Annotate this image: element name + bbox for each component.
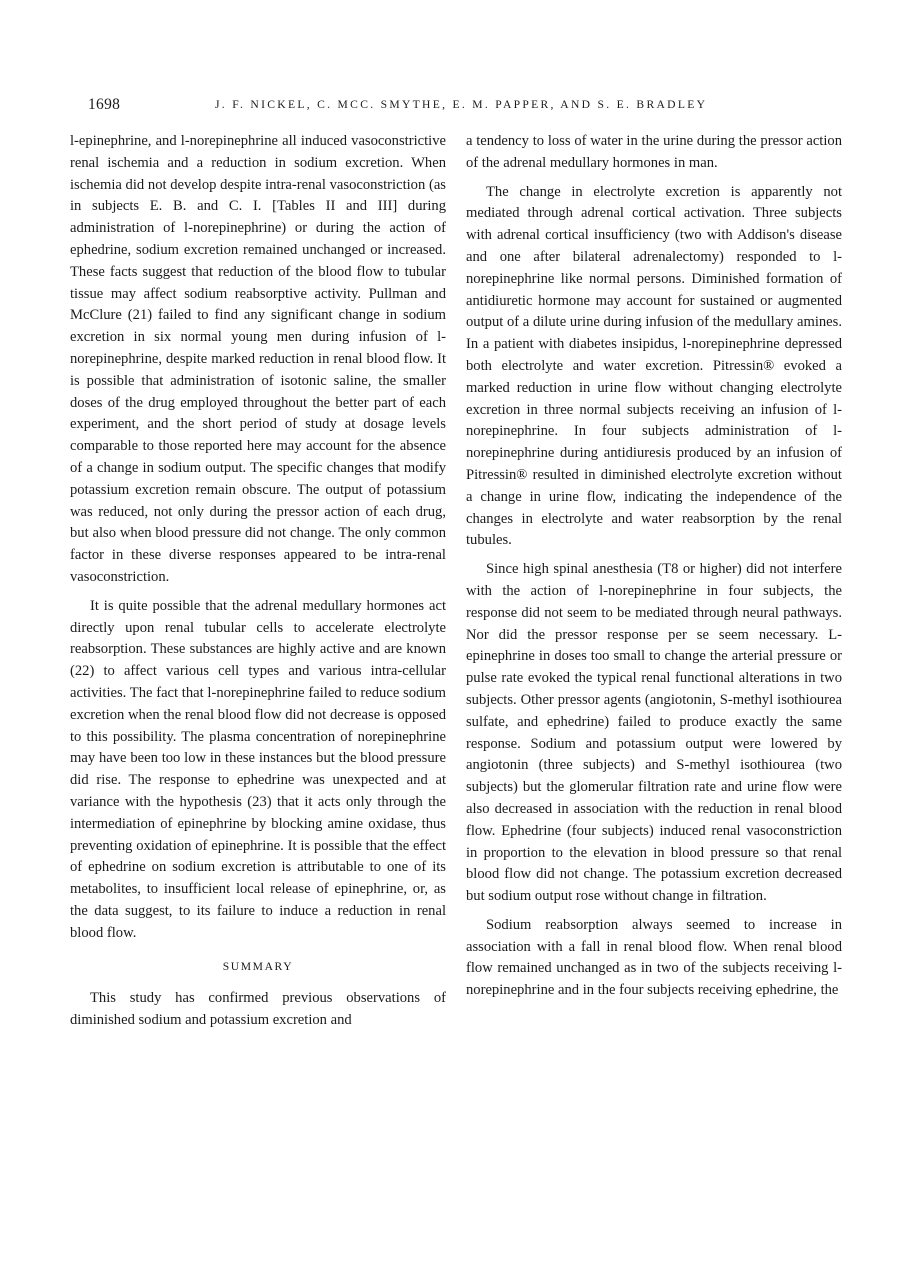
running-head-authors: J. F. NICKEL, C. MCC. SMYTHE, E. M. PAPPER, AND S. E. BRADLEY xyxy=(215,98,708,111)
page-header xyxy=(0,96,907,120)
body-paragraph: It is quite possible that the adrenal medullary hormones act directly upon renal tubular cells to accelerate electrolyte reabsorption. These substances are highly active and are known (22) to affect various cell types and various intra-cellular activities. The fact that l-norepinephrine failed to reduce sodium excretion when the renal blood flow did not decrease is opposed to this possibility. The plasma concentration of norepinephrine may have been too low in these instances but the blood pressure did rise. The response to ephedrine was unexpected and at variance with the hypothesis (23) that it acts only through the intermediation of epinephrine by blocking amine oxidase, thus preventing oxidation of epinephrine. It is possible that the effect of ephedrine on sodium excretion is attributable to one of its metabolites, to insufficient local release of epinephrine, or, as the data suggest, to its failure to induce a reduction in renal blood flow. xyxy=(70,597,446,941)
body-paragraph: a tendency to loss of water in the urine during the pressor action of the adrenal medullary hormones in man. xyxy=(466,133,842,171)
body-paragraph: l-epinephrine, and l-norepinephrine all induced vasoconstrictive renal ischemia and a reduction in sodium excretion. When ischemia did not develop despite intra-renal vasoconstriction (as in subjects E. B. and C. I. [Tables II and III] during administration of l-norepinephrine) or during the action of ephedrine, sodium excretion remained unchanged or increased. These facts suggest that reduction of the blood flow to tubular tissue may affect sodium reabsorptive activity. Pullman and McClure (21) failed to find any significant change in sodium excretion in six normal young men during infusion of l-norepinephrine, despite marked reduction in renal blood flow. It is possible that administration of isotonic saline, the smaller doses of the drug employed throughout the better part of each experiment, and the short period of study at dosage levels comparable to those reported here may account for the absence of a change in sodium output. The specific changes that modify potassium excretion remain obscure. The output of potassium was reduced, not only during the pressor action of each drug, but also when blood pressure did not change. The only common factor in these diverse responses appeared to be intra-renal vasoconstriction. xyxy=(70,133,446,585)
body-paragraph: Since high spinal anesthesia (T8 or higher) did not interfere with the action of l-norepinephrine in four subjects, the response did not seem to be mediated through neural pathways. Nor did the pressor response per se seem necessary. L-epinephrine in doses too small to change the arterial pressure or pulse rate evoked the typical renal functional alterations in two subjects. Other pressor agents (angiotonin, S-methyl isothiourea sulfate, and ephedrine) failed to produce exactly the same response. Sodium and potassium output were lowered by angiotonin (three subjects) and S-methyl isothiourea (two subjects) but the glomerular filtration rate and urine flow were also decreased in association with the reduction in renal blood flow. Ephedrine (four subjects) induced renal vasoconstriction in proportion to the elevation in blood pressure so that renal blood flow did not change. The potassium excretion decreased but sodium output rose without change in filtration. xyxy=(466,561,842,905)
body-paragraph: Sodium reabsorption always seemed to increase in association with a fall in renal blood flow. When renal blood flow remained unchanged as in two of the subjects receiving l-norepinephrine and in the four subjects receiving ephedrine, the xyxy=(466,916,842,999)
right-column xyxy=(466,131,842,1009)
summary-paragraph: This study has confirmed previous observations of diminished sodium and potassium excretion and xyxy=(70,990,446,1029)
body-paragraph: The change in electrolyte excretion is apparently not mediated through adrenal cortical activation. Three subjects with adrenal cortical insufficiency (two with Addison's disease and one after bilateral adrenalectomy) responded to l-norepinephrine like normal persons. Diminished formation of antidiuretic hormone may account for sustained or augmented output of a dilute urine during infusion of the medullary amines. In a patient with diabetes insipidus, l-norepinephrine depressed both electrolyte and water excretion. Pitressin® evoked a marked reduction in urine flow without changing electrolyte excretion in three normal subjects receiving an infusion of l-norepinephrine. In four subjects administration of l-norepinephrine during antidiuresis produced by an infusion of Pitressin® resulted in diminished electrolyte excretion without a change in urine flow, indicating the independence of the changes in electrolyte and water reabsorption by the renal tubules. xyxy=(466,183,842,549)
section-heading-summary: SUMMARY xyxy=(222,960,294,974)
left-column xyxy=(70,131,446,1039)
page-number: 1698 xyxy=(88,96,121,113)
